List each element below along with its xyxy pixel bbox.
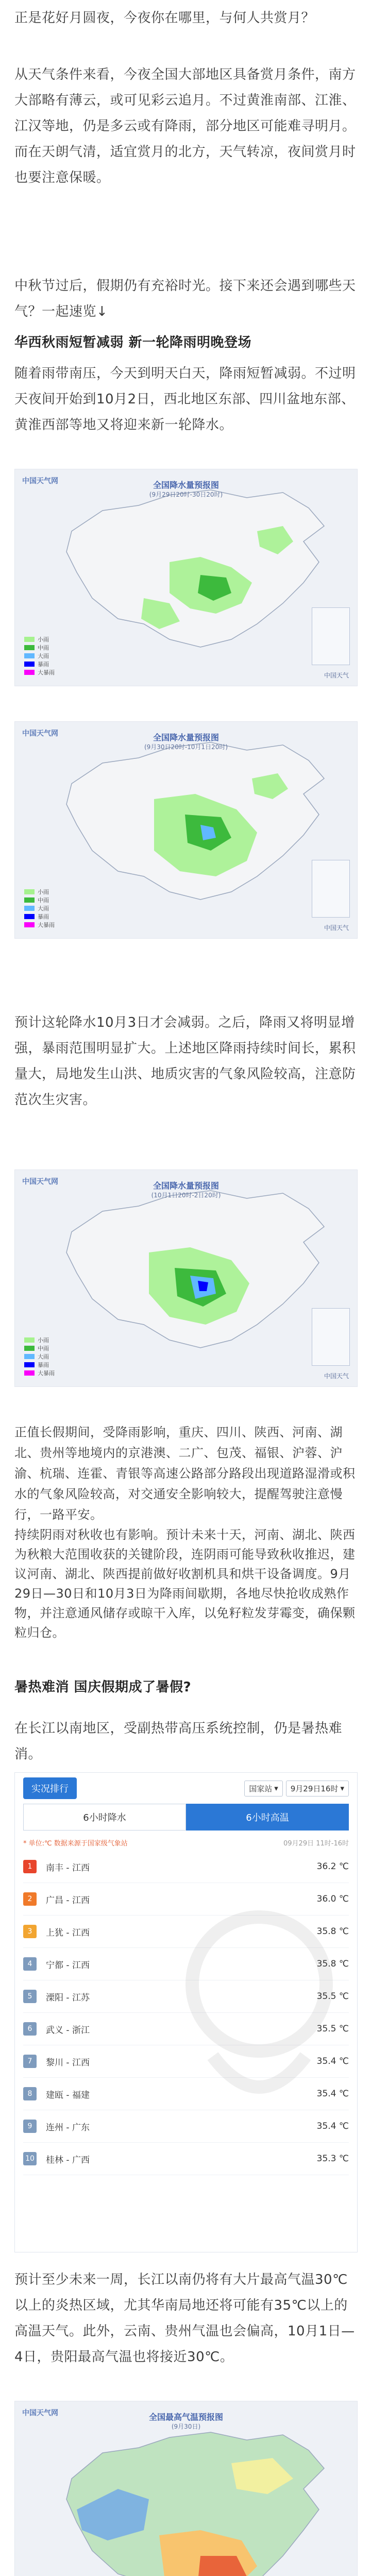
rank-temperature: 35.4 ℃ [316,2121,349,2131]
rank-number-badge: 4 [23,1957,37,1971]
rank-number-badge: 5 [23,1990,37,2003]
legend-item: 暴雨 [24,912,74,921]
date-select[interactable]: 9月29日16时 ▾ [286,1781,349,1797]
paragraph-rain-shift: 随着雨带南压，今天到明天白天，降雨短暂减弱。不过明天夜间开始到10月2日，西北地区东部、四川盆地东部、黄淮西部等地又将迎来新一轮降水。 [14,366,356,433]
rank-temperature: 35.5 ℃ [316,2024,349,2034]
map-legend [24,888,74,929]
legend-item: 大暴雨 [24,921,74,929]
map-logo: 中国天气网 [22,477,58,485]
map-legend [24,635,74,676]
ranking-header [15,1773,357,1804]
temperature-map-1 [14,2401,358,2576]
paragraph-overview: 中秋节过后，假期仍有充裕时光。接下来还会遇到哪些天气？一起速览↓ [14,278,356,319]
precipitation-map-2 [14,721,358,939]
rank-city: 桂林 - 广西 [46,2155,90,2165]
watermark-logo-icon [182,1881,336,2170]
rank-temperature: 35.4 ℃ [316,2089,349,2099]
rank-city: 溧阳 - 江苏 [46,1992,90,2003]
ranking-unit-note: * 单位:℃ 数据来源于国家级气象站 [23,1840,128,1848]
chevron-down-icon: ▾ [340,1784,344,1793]
rank-temperature: 35.8 ℃ [316,1926,349,1937]
south-china-sea-inset [312,607,350,665]
legend-item: 暴雨 [24,660,74,668]
station-select[interactable]: 国家站 ▾ [244,1781,283,1797]
map-subtitle: (9月30日20时-10月1日20时) [144,743,228,751]
rank-temperature: 35.8 ℃ [316,1959,349,1969]
ranking-tabs [23,1804,349,1831]
map-title: 全国最高气温预报图 [148,2412,223,2422]
legend-item: 中雨 [24,643,74,652]
map-subtitle: (10月1日20时-2日20时) [151,1192,221,1199]
legend-item: 大雨 [24,1352,74,1361]
legend-item: 大暴雨 [24,668,74,676]
rank-city: 宁都 - 江西 [46,1960,90,1971]
map-title: 全国降水量预报图 [153,480,219,490]
paragraph-intro: 正是花好月圆夜，今夜你在哪里，与何人共赏月？ [14,10,315,26]
rank-number-badge: 7 [23,2055,37,2068]
legend-item: 大暴雨 [24,1369,74,1377]
map-legend [24,1336,74,1377]
ranking-filters [244,1781,349,1797]
legend-item: 大雨 [24,904,74,912]
rank-temperature: 35.3 ℃ [316,2154,349,2164]
rank-number-badge: 2 [23,1892,37,1906]
map-subtitle: (9月29日20时-30日20时) [149,491,223,498]
paragraph-heat-forecast: 预计至少未来一周，长江以南仍将有大片最高气温30℃以上的炎热区域，尤其华南局地还将可能有35℃以上的高温天气。此外，云南、贵州气温也会偏高，10月1日—4日，贵阳最高气温也将接近30℃。 [14,2272,355,2365]
rank-temperature: 36.2 ℃ [316,1861,349,1872]
paragraph-traffic: 正值长假期间，受降雨影响，重庆、四川、陕西、河南、湖北、贵州等地境内的京港澳、二广、包茂、福银、沪蓉、沪渝、杭瑞、连霍、青银等高速公路部分路段出现道路湿滑或积水的气象风险较高，对交通安全影响较大，提醒驾驶注意慢行，一路平安。 [14,1425,356,1522]
tab-6h-temp[interactable]: 6小时高温 [186,1804,349,1831]
rank-number-badge: 3 [23,1925,37,1938]
map-issuer: 中国天气 [324,924,349,931]
table-row [23,1851,349,1883]
legend-item: 中雨 [24,1344,74,1352]
map-logo: 中国天气网 [22,730,58,738]
map-issuer: 中国天气 [324,1372,349,1380]
rank-number-badge: 1 [23,1860,37,1873]
south-china-sea-inset [312,1308,350,1366]
south-china-sea-inset [312,860,350,918]
rank-temperature: 35.5 ℃ [316,1991,349,2002]
map-subtitle: (9月30日) [171,2423,201,2430]
map-logo: 中国天气网 [22,2409,58,2417]
map-logo: 中国天气网 [22,1178,58,1186]
precipitation-map-1 [14,469,358,686]
rank-temperature: 35.4 ℃ [316,2056,349,2066]
legend-item: 小雨 [24,1336,74,1344]
paragraph-harvest-visible: 持续阴雨对秋收也有影响。预计未来十天，河南、湖北、陕西为秋粮大范围收获的关键阶段，连阴雨可能导致秋收推迟，建议河南、湖北、陕西提前做好收割机具和烘干设备调度。9月29日—30日和10月3日为降雨间歇期，各地尽快抢收成熟作物，并注意通风储存或晾干入库，以免籽粒发芽霉变，确保颗粒归仓。 [14,1528,356,1640]
rank-city: 连州 - 广东 [46,2122,90,2133]
rank-city: 上犹 - 江西 [46,1927,90,1938]
legend-item: 小雨 [24,888,74,896]
paragraph-moon-conditions: 从天气条件来看，今夜全国大部地区具备赏月条件，南方大部略有薄云，或可见彩云追月。不过黄淮南部、江淮、江汉等地，仍是多云或有降雨，部分地区可能难寻明月。而在天朗气清，适宜赏月的北方，天气转凉，夜间赏月时也要注意保暖。 [14,67,356,185]
rank-temperature: 36.0 ℃ [316,1894,349,1904]
rank-city: 南丰 - 江西 [46,1862,90,1873]
rank-city: 黎川 - 江西 [46,2057,90,2068]
temperature-ranking-widget [14,1772,358,2252]
precipitation-map-3 [14,1170,358,1387]
rank-city: 广昌 - 江西 [46,1895,90,1906]
section-heading-heat: 暑热难消 国庆假期成了暑假? [14,1680,192,1695]
chevron-down-icon: ▾ [274,1784,278,1793]
rank-number-badge: 10 [23,2152,37,2165]
legend-item: 大雨 [24,652,74,660]
ranking-note [23,1838,349,1848]
section-heading-autumn-rain: 华西秋雨短暂减弱 新一轮降雨明晚登场 [14,335,252,350]
paragraph-rain-intensify: 预计这轮降水10月3日才会减弱。之后，降雨又将明显增强，暴雨范围明显扩大。上述地区降雨持续时间长，累积量大，局地发生山洪、地质灾害的气象风险较高，注意防范次生灾害。 [14,1015,356,1108]
rank-city: 武义 - 浙江 [46,2025,90,2036]
map-issuer: 中国天气 [324,672,349,679]
live-ranking-tab[interactable]: 实况排行 [23,1777,77,1799]
paragraph-heat-intro: 在长江以南地区，受副热带高压系统控制，仍是暑热难消。 [14,1721,343,1762]
legend-item: 小雨 [24,635,74,643]
ranking-time: 09月29日 11时-16时 [283,1840,349,1848]
legend-item: 中雨 [24,896,74,904]
rank-number-badge: 8 [23,2087,37,2100]
map-title: 全国降水量预报图 [153,1181,219,1191]
tab-6h-rain[interactable]: 6小时降水 [23,1804,186,1831]
rank-number-badge: 9 [23,2120,37,2133]
rank-city: 建瓯 - 福建 [46,2090,90,2100]
legend-item: 暴雨 [24,1361,74,1369]
map-title: 全国降水量预报图 [153,733,219,742]
rank-number-badge: 6 [23,2022,37,2036]
